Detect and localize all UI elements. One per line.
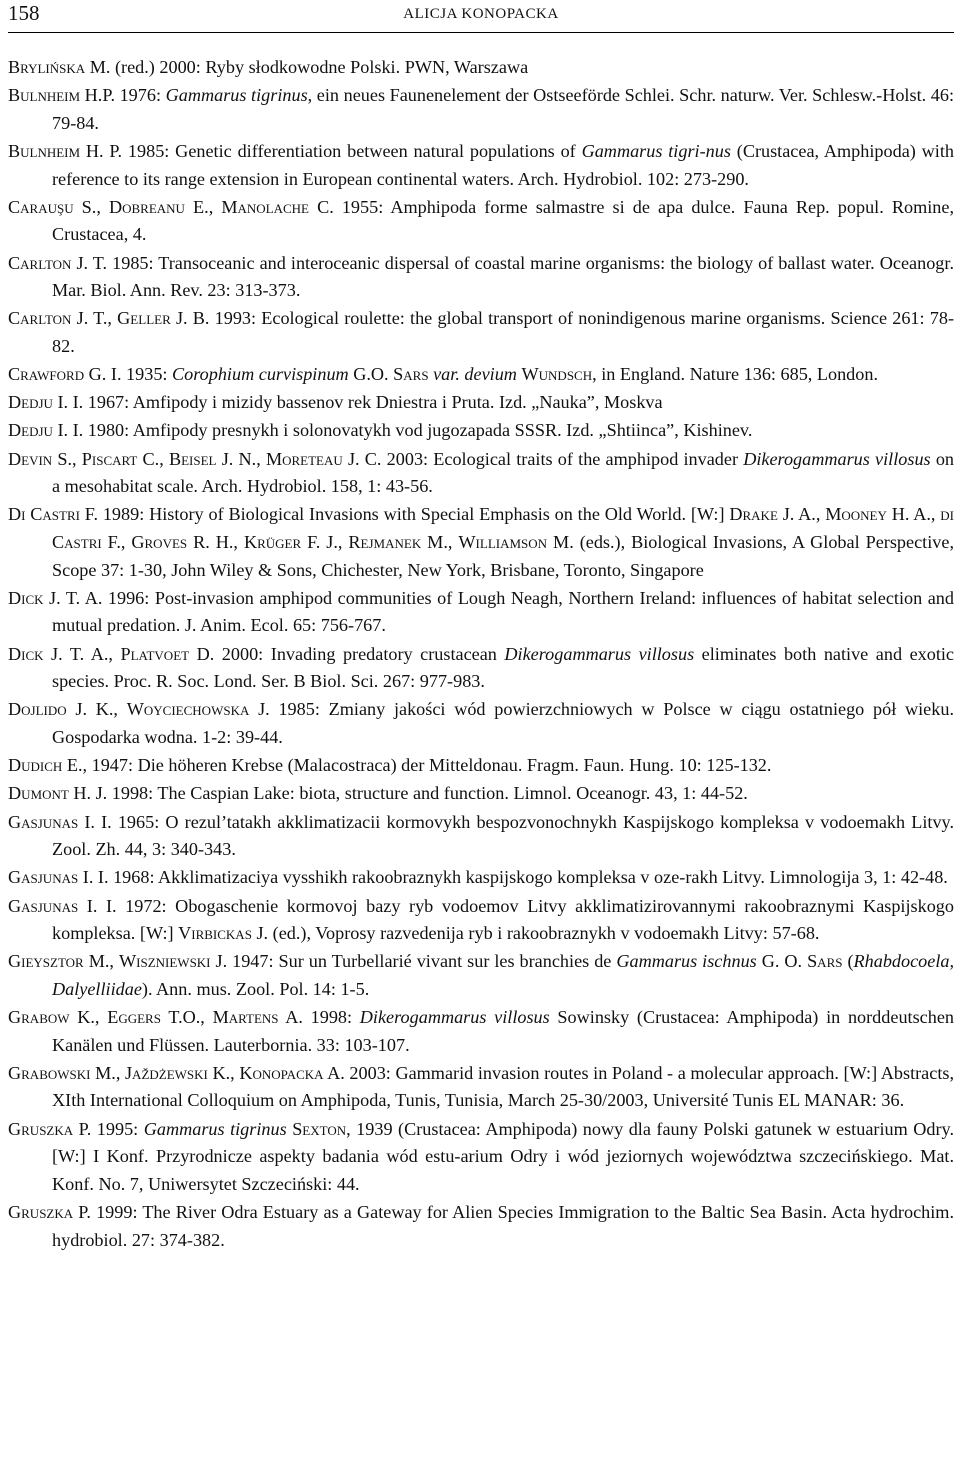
author-name: Woyciechowska	[126, 699, 250, 720]
reference-text: on a mesohabitat scale. Arch. Hydrobiol. 158, 1: 43-56.	[52, 448, 955, 497]
reference-text: I. I. 1965: O rezul’tatakh akklimatizacii kormovykh bespozvonochnykh Kaspijskogo kompleksa v vodoemakh Litvy. Zool. Zh. 44, 3: 340-343.	[52, 811, 954, 860]
author-name: Sexton	[292, 1118, 347, 1139]
reference-text: J. 1985: Zmiany jakości wód powierzchniowych w Polsce w ciągu ostatniego pół wieku. Gospodarka wodna. 1-2: 39-44.	[52, 699, 954, 747]
reference-text: H.P. 1976:	[80, 85, 166, 106]
author-name: Manolache	[221, 196, 309, 217]
reference-text: J. (ed.), Voprosy razvedenija ryb i rakoobraznykh v vodoemakh Litvy: 57-68.	[251, 923, 820, 944]
italic-text: Corophium curvispinum	[172, 364, 349, 385]
reference-entry	[8, 305, 954, 360]
reference-entry	[8, 194, 954, 249]
reference-entry	[8, 54, 954, 82]
author-name: Dick	[8, 643, 44, 664]
reference-text: R. H.,	[187, 532, 244, 553]
reference-text: M.,	[90, 1062, 125, 1083]
reference-entry	[8, 1199, 954, 1254]
author-name: Dumont	[8, 783, 69, 804]
reference-text: J. K.,	[66, 699, 127, 720]
reference-text: I. I. 1980: Amfipody presnykh i solonovatykh vod jugozapada SSSR. Izd. „Shtiinca”, Kishinev.	[52, 420, 753, 441]
author-name: Devin	[8, 448, 53, 469]
author-name: Gieysztor	[8, 951, 84, 972]
reference-entry	[8, 696, 954, 751]
reference-text: M.,	[421, 532, 459, 553]
page-number: 158	[8, 1, 40, 25]
reference-text: S.,	[52, 448, 82, 469]
reference-text: P. 1995:	[73, 1118, 144, 1139]
author-name: Piscart	[81, 448, 138, 469]
author-name: Rejmanek	[348, 532, 422, 553]
reference-text: I. I. 1972: Obogaschenie kormovoj bazy ryb vodoemov Litvy akklimatizirovannymi rakoobraznymi Kaspijskogo kompleksa. [W:]	[52, 895, 954, 944]
reference-text: K.,	[207, 1062, 240, 1083]
reference-text: J. T.,	[71, 308, 118, 329]
reference-text: G. O.	[756, 951, 808, 972]
reference-text: eliminates both native and exotic species. Proc. R. Soc. Lond. Ser. B Biol. Sci. 267: 977-983.	[52, 643, 955, 692]
author-name: Dobreanu	[108, 196, 185, 217]
reference-text: , in England. Nature 136: 685, London.	[592, 364, 879, 385]
author-name: Crawford	[8, 364, 85, 385]
author-name: Gruszka	[8, 1202, 74, 1222]
reference-entry	[8, 82, 954, 137]
author-name: Moreteau	[265, 448, 343, 469]
reference-entry	[8, 501, 954, 584]
author-name: Gasjunas	[8, 867, 79, 888]
author-name: Carauşu	[8, 196, 74, 217]
reference-text: M.,	[83, 951, 119, 972]
author-name: Dojlido	[8, 699, 67, 720]
reference-text: G. I. 1935:	[84, 364, 173, 385]
reference-text: J. T. A.,	[43, 643, 121, 664]
author-name: Virbickas	[178, 923, 252, 944]
author-name: Grabowski	[8, 1062, 91, 1083]
italic-text: Gammarus tigrinus	[165, 85, 308, 106]
reference-text: J. B. 1993: Ecological roulette: the global transport of nonindigenous marine organisms. Science 261: 78-82.	[52, 308, 954, 356]
reference-text: M. (eds.), Biological Invasions, A Global Perspective, Scope 37: 1-30, John Wiley & Sons, Chichester, New York, Brisbane, Toronto, Singapore	[52, 532, 954, 580]
reference-entry	[8, 893, 954, 948]
italic-text: Gammarus ischnus	[616, 951, 757, 972]
reference-text: J. 1947: Sur un Turbellarié vivant sur les branchies de	[210, 951, 617, 972]
author-name: Geller	[117, 308, 171, 329]
author-name: Krüger	[243, 532, 302, 553]
author-name: Konopacka	[239, 1062, 324, 1083]
header-rule	[8, 32, 954, 33]
author-name: Drake	[729, 504, 778, 525]
reference-text: I. I. 1967: Amfipody i mizidy bassenov rek Dniestra i Pruta. Izd. „Nauka”, Moskva	[52, 392, 663, 413]
reference-entry	[8, 1004, 954, 1059]
author-name: Mooney	[825, 504, 887, 525]
author-name: Bulnheim	[8, 140, 81, 161]
italic-text: Rhabdocoela, Dalyelliidae	[52, 951, 955, 999]
reference-text: J. C. 2003: Ecological traits of the amphipod invader	[342, 448, 744, 469]
italic-text: var. devium	[433, 364, 517, 385]
author-name: Martens	[212, 1007, 279, 1028]
italic-text: Dikerogammarus villosus	[743, 448, 931, 469]
reference-entry	[8, 948, 954, 1003]
reference-text: J. T. 1985: Transoceanic and interoceanic dispersal of coastal marine organisms: the biology of ballast water. Oceanogr. Mar. Biol. Ann. Rev. 23: 313-373.	[52, 252, 954, 301]
reference-text: J. T. A. 1996: Post-invasion amphipod communities of Lough Neagh, Northern Ireland: influences of habitat selection and mutual predation. J. Anim. Ecol. 65: 756-767.	[43, 587, 954, 636]
reference-text: G.O.	[348, 364, 394, 385]
author-name: Dick	[8, 587, 44, 608]
reference-text: I. I. 1968: Akklimatizaciya vysshikh rakoobraznykh kaspijskogo kompleksa v oze-rakh Litvy. Limnologija 3, 1: 42-48.	[78, 867, 948, 888]
author-name: Grabow	[8, 1007, 70, 1028]
reference-text: (Crustacea, Amphipoda) with reference to its range extension in European continental waters. Arch. Hydrobiol. 102: 273-290.	[52, 140, 955, 189]
reference-text: C. 1955: Amphipoda forme salmastre si de apa dulce. Fauna Rep. popul. Romine, Crustacea, 4.	[52, 196, 954, 245]
reference-entry	[8, 417, 954, 445]
reference-entry	[8, 585, 954, 640]
reference-text: S.,	[73, 196, 109, 217]
author-name: Carlton	[8, 252, 72, 273]
italic-text: Gammarus tigri-nus	[581, 140, 731, 161]
reference-text: C.,	[137, 448, 169, 469]
author-name: Groves	[131, 532, 188, 553]
reference-entry	[8, 1116, 954, 1199]
reference-text: D. 2000: Invading predatory crustacean	[189, 643, 505, 664]
italic-text: Dikerogammarus villosus	[504, 643, 695, 664]
reference-text: , 1939 (Crustacea: Amphipoda) nowy dla fauny Polski gatunek w estuarium Odry. [W:] I Konf. Przyrodnicze aspekty badania wód estu-arium Odry i wód jeziornych województwa szczecińskiego. Mat. Konf. No. 7, Uniwersytet Szczeciński: 44.	[52, 1118, 954, 1194]
author-name: Williamson	[458, 532, 548, 553]
reference-entry	[8, 446, 954, 501]
reference-text: H. A.,	[886, 504, 941, 525]
author-name: Dedju	[8, 392, 53, 413]
reference-text: F.,	[101, 532, 132, 553]
reference-text: H. J. 1998: The Caspian Lake: biota, structure and function. Limnol. Oceanogr. 43, 1: 44-52.	[68, 783, 748, 804]
author-name: Eggers	[107, 1007, 161, 1028]
reference-text: A. 2003: Gammarid invasion routes in Poland - a molecular approach. [W:] Abstracts, XIth International Colloquium on Amphipoda, Tunis, Tunisia, March 25-30/2003, Université Tunis EL MANAR: 36.	[52, 1062, 955, 1111]
author-name: Sars	[393, 364, 429, 385]
reference-text: E.,	[184, 196, 222, 217]
author-name: Di Castri	[8, 504, 80, 525]
reference-text: P. 1999: The River Odra Estuary as a Gateway for Alien Species Immigration to the Baltic Sea Basin. Acta hydrochim. hydrobiol. 27: 374-382.	[52, 1202, 954, 1250]
reference-text: A. 1998:	[278, 1007, 360, 1028]
author-name: Gasjunas	[8, 895, 79, 916]
reference-text: F. 1989: History of Biological Invasions with Special Emphasis on the Old World. [W:]	[79, 504, 730, 525]
reference-text: M. (red.) 2000: Ryby słodkowodne Polski. PWN, Warszawa	[85, 57, 529, 77]
author-name: Wundsch	[521, 364, 593, 385]
reference-text: J. N.,	[216, 448, 266, 469]
author-name: Dudich	[8, 755, 63, 776]
author-name: Beisel	[168, 448, 217, 469]
reference-entry	[8, 641, 954, 696]
author-name: Platvoet	[120, 643, 190, 664]
author-name: Wiszniewski	[118, 951, 211, 972]
reference-text: (	[842, 951, 854, 972]
reference-entry	[8, 138, 954, 193]
author-name: Bulnheim	[8, 85, 81, 106]
reference-list	[8, 54, 954, 1255]
author-name: Brylińska	[8, 57, 86, 77]
reference-text: F. J.,	[301, 532, 349, 553]
reference-entry	[8, 361, 954, 389]
author-name: Jaždżewski	[124, 1062, 208, 1083]
author-name: Dedju	[8, 420, 53, 441]
reference-entry	[8, 809, 954, 864]
running-head: ALICJA KONOPACKA	[403, 6, 559, 22]
italic-text: Gammarus tigrinus	[143, 1118, 287, 1139]
reference-entry	[8, 250, 954, 305]
reference-entry	[8, 864, 954, 892]
reference-text: K.,	[69, 1007, 108, 1028]
author-name: di Castri	[52, 504, 954, 553]
reference-text: ). Ann. mus. Zool. Pol. 14: 1-5.	[141, 978, 370, 999]
page-header	[8, 0, 954, 30]
italic-text: Dikerogammarus villosus	[359, 1007, 550, 1028]
reference-text: H. P. 1985: Genetic differentiation between natural populations of	[80, 140, 582, 161]
reference-text: T.O.,	[160, 1007, 213, 1028]
author-name: Sars	[807, 951, 843, 972]
reference-entry	[8, 1060, 954, 1115]
reference-text: J. A.,	[777, 504, 826, 525]
reference-entry	[8, 752, 954, 780]
reference-text: E., 1947: Die höheren Krebse (Malacostraca) der Mitteldonau. Fragm. Faun. Hung. 10: 125-132.	[62, 755, 772, 776]
reference-entry	[8, 389, 954, 417]
author-name: Carlton	[8, 308, 72, 329]
author-name: Gasjunas	[8, 811, 79, 832]
reference-entry	[8, 780, 954, 808]
reference-text: , ein neues Faunenelement der Ostseeförde Schlei. Schr. naturw. Ver. Schlesw.-Holst. 46: 79-84.	[52, 85, 954, 133]
author-name: Gruszka	[8, 1118, 74, 1139]
reference-text: Sowinsky (Crustacea: Amphipoda) in norddeutschen Kanälen und Flüssen. Lauterbornia. 33: 103-107.	[52, 1007, 955, 1055]
